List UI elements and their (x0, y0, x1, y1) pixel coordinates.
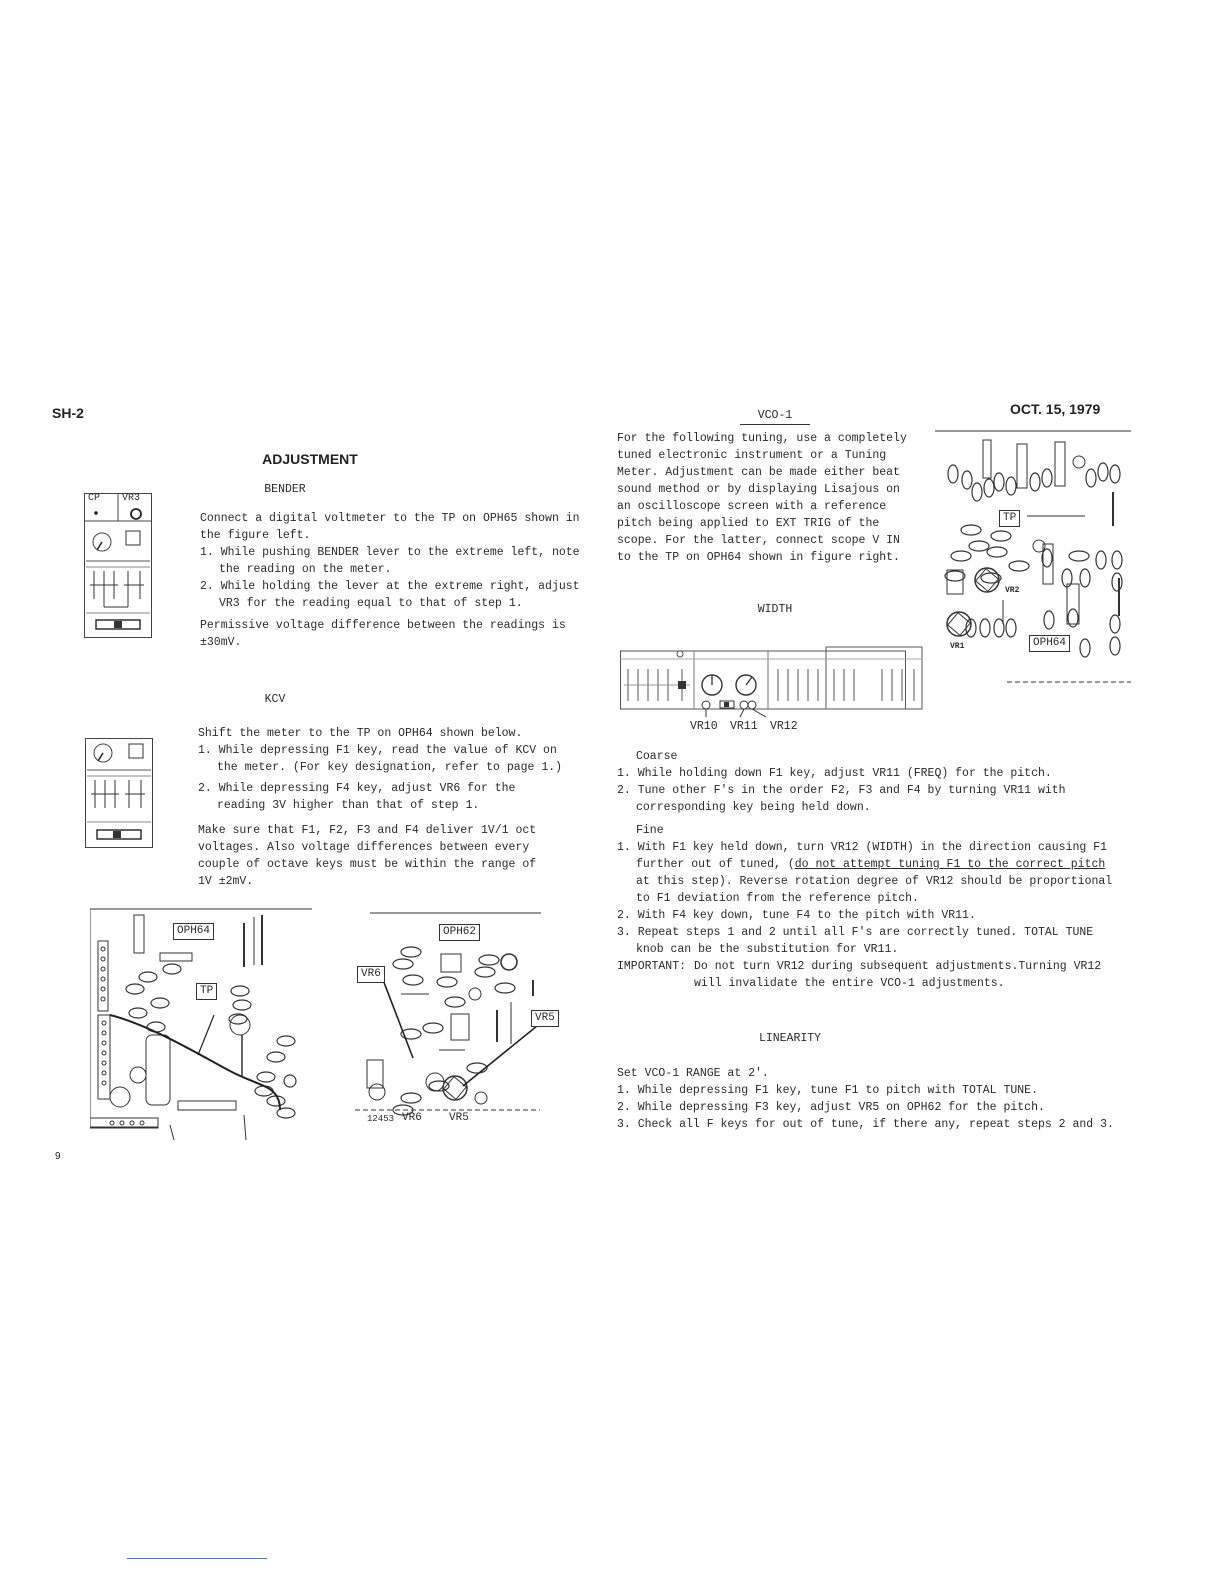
oph64-label-right: OPH64 (1029, 635, 1070, 652)
kcv-step-1: 1. While depressing F1 key, read the value of KCV on the meter. (For key designation, refer to page 1.) (198, 744, 563, 774)
vco1-adjust-text (617, 748, 1122, 992)
bender-intro: Connect a digital voltmeter to the TP on OPH65 shown in the figure left. (200, 512, 580, 542)
oph64-label-left: OPH64 (173, 923, 214, 940)
important-text: Do not turn VR12 during subsequent adjustments.Turning VR12 will invalidate the entire VCO-1 adjustments. (694, 960, 1102, 990)
oph62-caption-vr5: VR5 (449, 1112, 469, 1124)
kcv-heading: KCV (264, 693, 286, 706)
linearity-step-3: 3. Check all F keys for out of tune, if there any, repeat steps 2 and 3. (617, 1118, 1114, 1131)
kcv-note: Make sure that F1, F2, F3 and F4 deliver 1V/1 oct voltages. Also voltage differences between every couple of octave keys must be within the range of 1V ±2mV. (198, 824, 537, 888)
important-label: IMPORTANT: (617, 960, 687, 973)
oph62-caption-vr6: VR6 (402, 1112, 422, 1124)
oph64-board-figure-right (935, 428, 1131, 690)
fine-heading: Fine (636, 824, 664, 837)
fine-step-3: 3. Repeat steps 1 and 2 until all F's are correctly tuned. TOTAL TUNE knob can be the substitution for VR11. (617, 926, 1094, 956)
vr11-label: VR11 (730, 720, 758, 733)
vco1-intro: For the following tuning, use a completely tuned electronic instrument or a Tuning Meter. Adjustment can be made either beat sound method or by displaying Lisajous on an oscilloscope screen with a reference pitch being applied to EXT TRIG of the scope. For the latter, connect scope V IN to the TP on OPH64 shown in figure right. (617, 432, 907, 564)
date-label: OCT. 15, 1979 (1010, 401, 1101, 417)
vco1-heading: VCO-1 (740, 407, 810, 425)
vr5-label-board: VR5 (531, 1010, 559, 1027)
bender-panel-drawing (84, 493, 152, 638)
oph62-board-figure (355, 910, 565, 1132)
bender-heading: BENDER (264, 483, 306, 496)
vr3-label: VR3 (122, 493, 141, 504)
coarse-step-2: 2. Tune other F's in the order F2, F3 and F4 by turning VR11 with corresponding key being held down. (617, 784, 1066, 814)
bender-step-1: 1. While pushing BENDER lever to the extreme left, note the reading on the meter. (200, 546, 580, 576)
bender-step-2: 2. While holding the lever at the extreme right, adjust VR3 for the reading equal to that of step 1. (200, 580, 580, 610)
linearity-intro: Set VCO-1 RANGE at 2'. (617, 1067, 769, 1080)
oph62-label: OPH62 (439, 924, 480, 941)
kcv-panel-figure (85, 738, 153, 848)
tp-label-left: TP (196, 983, 217, 1000)
kcv-panel-drawing (85, 738, 153, 848)
bender-note: Permissive voltage difference between the readings is ±30mV. (200, 619, 566, 649)
coarse-heading: Coarse (636, 750, 678, 763)
linearity-step-1: 1. While depressing F1 key, tune F1 to pitch with TOTAL TUNE. (617, 1084, 1038, 1097)
oph64-board-figure-left (90, 905, 312, 1140)
linearity-step-2: 2. While depressing F3 key, adjust VR5 on OPH62 for the pitch. (617, 1101, 1045, 1114)
oph64-board-drawing-left (90, 905, 312, 1140)
vr1-label: VR1 (950, 642, 965, 651)
oph62-caption-code: 12453 (367, 1114, 395, 1124)
fine-step-1-warning: do not attempt tuning F1 to the correct pitch (794, 858, 1106, 871)
vr2-label: VR2 (1005, 586, 1020, 595)
width-heading: WIDTH (757, 603, 793, 616)
kcv-intro: Shift the meter to the TP on OPH64 shown below. (198, 727, 523, 740)
footer-rule (127, 1558, 267, 1559)
model-label: SH-2 (52, 405, 84, 421)
coarse-step-1: 1. While holding down F1 key, adjust VR11 (FREQ) for the pitch. (617, 767, 1052, 780)
important-note (617, 958, 1122, 992)
vr10-label: VR10 (690, 720, 718, 733)
vr6-label-board: VR6 (357, 966, 385, 983)
cp-label: CP (88, 493, 101, 504)
linearity-heading: LINEARITY (758, 1032, 822, 1045)
page-number: 9 (55, 1151, 61, 1162)
kcv-step-2: 2. While depressing F4 key, adjust VR6 for the reading 3V higher than that of step 1. (198, 782, 516, 812)
front-panel-figure (620, 645, 925, 735)
vr12-label: VR12 (770, 720, 798, 733)
adjustment-title: ADJUSTMENT (262, 451, 358, 467)
linearity-text (617, 1065, 1122, 1133)
bender-panel-figure (84, 493, 152, 638)
kcv-text (198, 725, 568, 890)
tp-label-right: TP (999, 510, 1020, 527)
bender-text (200, 510, 580, 651)
fine-step-2: 2. With F4 key down, tune F4 to the pitch with VR11. (617, 909, 976, 922)
fine-step-1: 1. With F1 key held down, turn VR12 (WIDTH) in the direction causing F1 further out of tuned, (do not attempt tuning F1 to the correct pitch at this step). Reverse rotation degree of VR12 should be proportional to F1 deviation from the reference pitch. (617, 841, 1113, 905)
